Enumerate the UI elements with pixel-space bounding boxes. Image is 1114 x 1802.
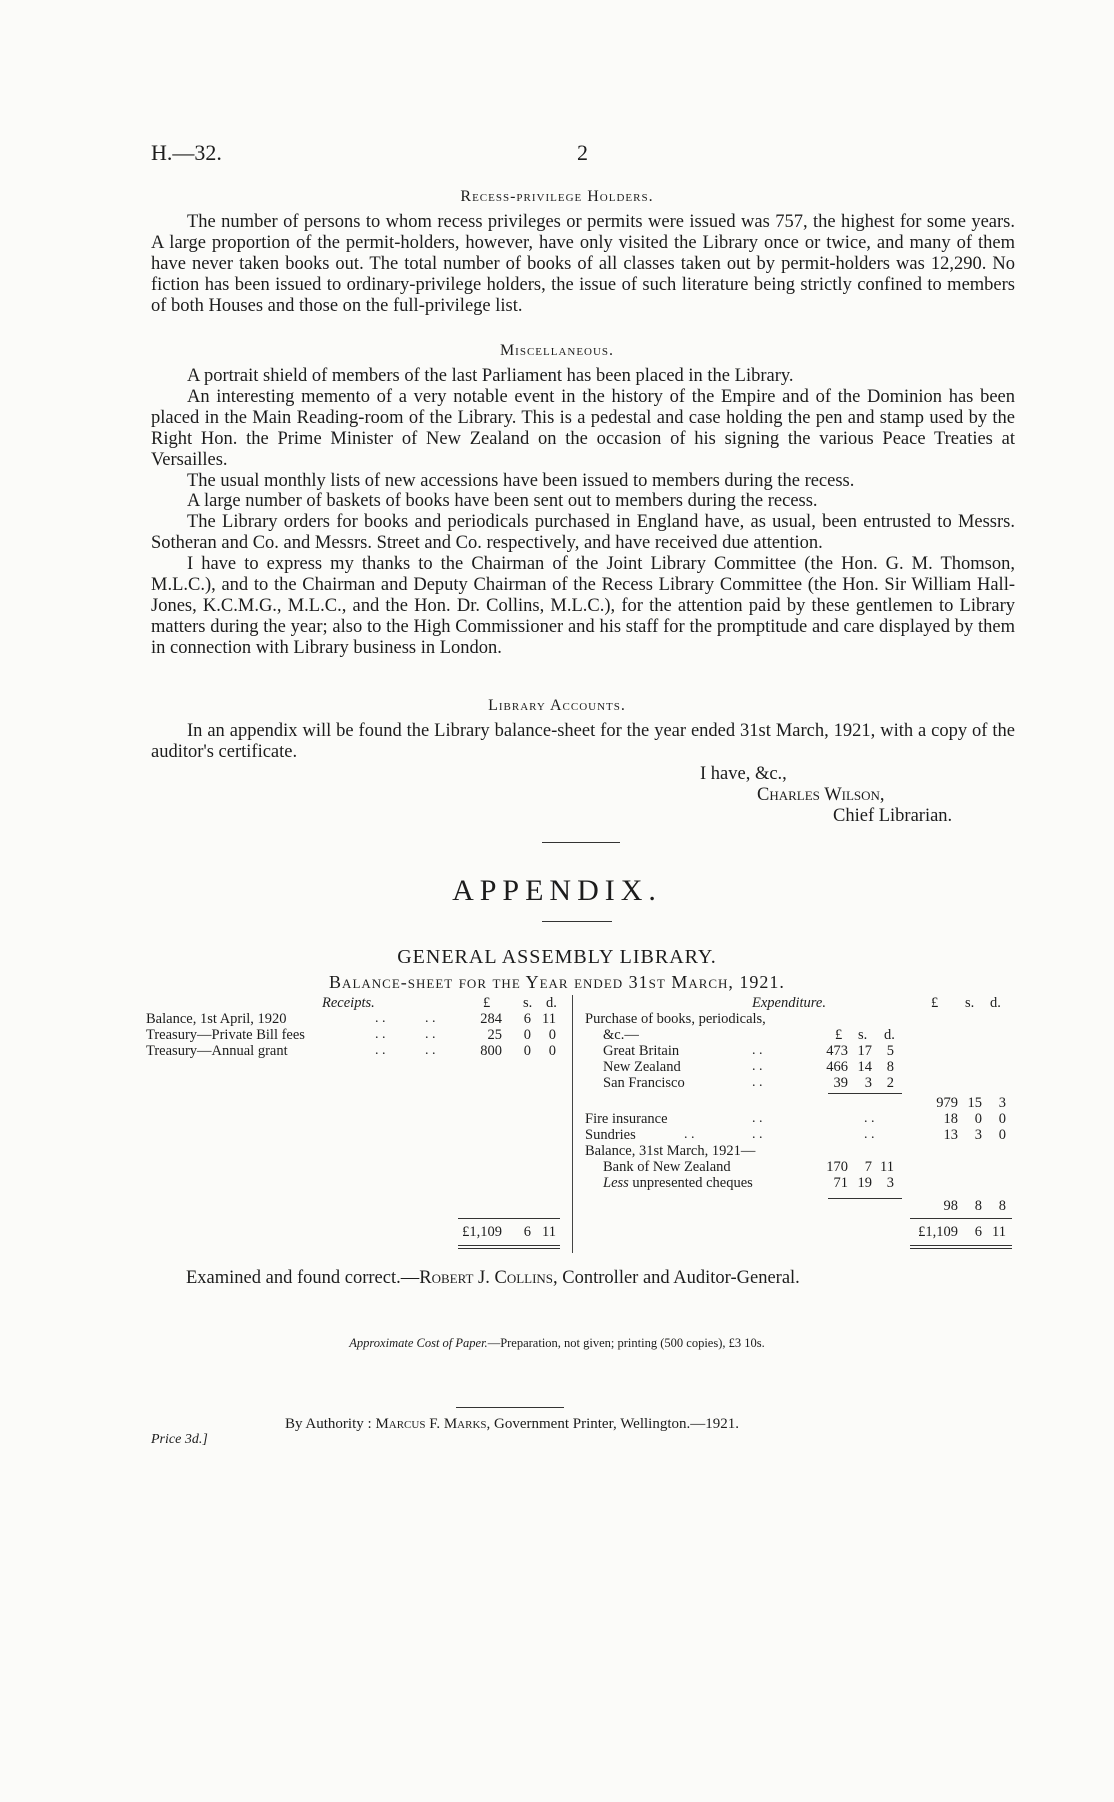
printer-name: Marcus F. Marks [375,1416,487,1432]
expenditure-shillings: 0 [974,1111,982,1127]
lsd-header-shillings: s. [965,995,975,1011]
divider [542,842,620,843]
less-rest: unpresented cheques [632,1175,753,1191]
purchase-shillings: 3 [864,1075,872,1091]
expenditure-pounds: 18 [943,1111,958,1127]
purchase-pence: 2 [886,1075,894,1091]
column-divider [572,995,573,1253]
leader-dots: . . [752,1111,763,1126]
auditor-certificate [186,1268,800,1289]
receipts-heading: Receipts. [322,995,375,1011]
library-title: GENERAL ASSEMBLY LIBRARY. [397,946,717,968]
lsd-header-pounds: £ [931,995,939,1011]
less-label [603,1175,753,1192]
lsd-header-pence: d. [546,995,557,1011]
purchase-shillings: 14 [857,1059,872,1075]
purchase-total-pence: 3 [998,1095,1006,1111]
expenditure-pence: 0 [998,1111,1006,1127]
expenditure-total-pence: 11 [992,1224,1006,1240]
paragraph: A large number of baskets of books have been sent out to members during the recess. [187,491,818,512]
leader-dots: . . [375,1011,386,1026]
less-pence: 3 [886,1175,894,1191]
signature-closing: I have, &c., [700,764,787,784]
receipt-shillings: 0 [523,1043,531,1059]
section-heading-library-accounts: Library Accounts. [488,697,626,714]
double-rule [910,1248,1012,1249]
receipt-pence: 11 [542,1011,556,1027]
receipt-pounds: 25 [487,1027,502,1043]
paragraph: The number of persons to whom recess privileges or permits were issued was 757, the highest for some years. A large proportion of the permit-holders, however, have only visited the Library once or twice, and many of them have never taken books out. The total number of books of all classes taken out by permit-holders was 12,290. No fiction has been issued to ordinary-privilege holders, the issue of such literature being strictly confined to members of both Houses and those on the full-privilege list. [151,212,1015,316]
leader-dots: . . [752,1075,763,1090]
lsd-header-pence: d. [990,995,1001,1011]
leader-dots: . . [425,1043,436,1058]
expenditure-total-shillings: 6 [974,1224,982,1240]
bank-pence: 11 [880,1159,894,1175]
paragraph: I have to express my thanks to the Chairman of the Joint Library Committee (the Hon. G. M. Thomson, M.L.C.), and to the Chairman and Deputy Chairman of the Recess Library Committee (the Hon. Sir William Hall-Jones, K.C.M.G., M.L.C., and the Hon. Dr. Collins, M.L.C.), for the attention paid by these gentlemen to Library matters during the year; also to the High Commissioner and his staff for the promptitude and care displayed by them in connection with Library business in London. [151,554,1015,658]
receipt-pounds: 800 [480,1043,502,1059]
printer-imprint [285,1416,739,1433]
receipt-label: Treasury—Private Bill fees [146,1027,305,1043]
less-pounds: 71 [833,1175,848,1191]
bank-shillings: 7 [864,1159,872,1175]
leader-dots: . . [425,1011,436,1026]
total-rule [458,1218,560,1219]
authority-prefix: By Authority : [285,1416,372,1432]
subtotal-rule [828,1093,902,1094]
expenditure-label: Sundries [585,1127,636,1143]
bank-pounds: 170 [826,1159,848,1175]
receipt-pounds: 284 [480,1011,502,1027]
receipt-pence: 0 [548,1027,556,1043]
paragraph: In an appendix will be found the Library balance-sheet for the year ended 31st March, 1921, with a copy of the auditor's certificate. [151,721,1015,762]
expenditure-pounds: 13 [943,1127,958,1143]
double-rule [458,1245,560,1246]
purchase-pounds: 466 [826,1059,848,1075]
receipt-label: Balance, 1st April, 1920 [146,1011,287,1027]
purchase-total-pounds: 979 [936,1095,958,1111]
section-heading-recess: Recess-privilege Holders. [460,188,654,205]
divider [542,921,612,922]
section-heading-miscellaneous: Miscellaneous. [499,342,615,359]
purchase-total-shillings: 15 [967,1095,982,1111]
expenditure-pence: 0 [998,1127,1006,1143]
sub-header-pounds: £ [835,1027,843,1043]
double-rule [910,1245,1012,1246]
lsd-header-shillings: s. [523,995,533,1011]
balance-total-shillings: 8 [974,1198,982,1214]
receipt-label: Treasury—Annual grant [146,1043,288,1059]
purchase-pence: 5 [886,1043,894,1059]
less-shillings: 19 [857,1175,872,1191]
purchase-pounds: 39 [833,1075,848,1091]
receipt-shillings: 0 [523,1027,531,1043]
cost-label: Approximate Cost of Paper. [349,1336,488,1350]
purchase-label: Great Britain [603,1043,680,1059]
divider [456,1407,564,1408]
balance-total-pounds: 98 [943,1198,958,1214]
section-body-miscellaneous [151,366,1015,659]
leader-dots: . . [864,1111,875,1126]
purchase-shillings: 17 [857,1043,872,1059]
examined-text: Examined and found correct.— [186,1268,420,1288]
receipt-pence: 0 [548,1043,556,1059]
expenditure-total-pounds: £1,109 [918,1224,958,1240]
signature-name: Charles Wilson, [757,785,885,805]
paragraph: A portrait shield of members of the last Parliament has been placed in the Library. [187,366,794,386]
receipts-total-shillings: 6 [523,1224,531,1240]
cost-of-paper [0,1336,1114,1351]
receipts-total-pence: 11 [542,1224,556,1240]
paragraph: The Library orders for books and periodicals purchased in England have, as usual, been entrusted to Messrs. Sotheran and Co. and Messrs. Street and Co. respectively, and have received due attention. [151,512,1015,554]
leader-dots: . . [864,1127,875,1142]
section-body-library-accounts [151,721,1015,763]
page-number: 2 [577,140,588,165]
purchase-pence: 8 [886,1059,894,1075]
paragraph: The usual monthly lists of new accessions have been issued to members during the recess. [187,470,855,491]
expenditure-label: Balance, 31st March, 1921— [585,1143,756,1159]
authority-suffix: , Government Printer, Wellington.—1921. [486,1416,739,1432]
expenditure-shillings: 3 [974,1127,982,1143]
leader-dots: . . [375,1043,386,1058]
receipts-total-pounds: £1,109 [462,1224,502,1240]
purchase-label: New Zealand [603,1059,681,1075]
leader-dots: . . [684,1127,695,1142]
section-body-recess [151,212,1015,317]
leader-dots: . . [752,1059,763,1074]
total-rule [910,1218,1012,1219]
sub-header-shillings: s. [858,1027,868,1043]
leader-dots: . . [425,1027,436,1042]
price: Price 3d.] [151,1432,208,1447]
sub-header-pence: d. [884,1027,895,1043]
auditor-name: Robert J. Collins [419,1268,554,1288]
signature-title: Chief Librarian. [833,806,953,826]
cost-text: —Preparation, not given; printing (500 copies), £3 10s. [487,1336,765,1350]
expenditure-label: &c.— [603,1027,639,1043]
subtotal-rule [828,1198,902,1199]
less-word: Less [603,1175,629,1191]
leader-dots: . . [375,1027,386,1042]
appendix-title: APPENDIX. [452,874,662,907]
leader-dots: . . [752,1127,763,1142]
balance-sheet-title: Balance-sheet for the Year ended 31st March, 1921. [329,972,785,992]
document-reference: H.—32. [151,140,222,165]
auditor-title: , Controller and Auditor-General. [553,1268,800,1288]
balance-total-pence: 8 [998,1198,1006,1214]
expenditure-label: Fire insurance [585,1111,668,1127]
paragraph: An interesting memento of a very notable event in the history of the Empire and of the Dominion has been placed in the Main Reading-room of the Library. This is a pedestal and case holding the pen and stamp used by the Right Hon. the Prime Minister of New Zealand on the occasion of his signing the various Peace Treaties at Versailles. [151,386,1015,470]
purchase-pounds: 473 [826,1043,848,1059]
expenditure-heading: Expenditure. [752,995,826,1011]
receipt-shillings: 6 [523,1011,531,1027]
bank-label: Bank of New Zealand [603,1159,731,1175]
purchase-label: San Francisco [603,1075,685,1091]
double-rule [458,1248,560,1249]
lsd-header-pounds: £ [483,995,491,1011]
expenditure-label: Purchase of books, periodicals, [585,1011,766,1027]
leader-dots: . . [752,1043,763,1058]
